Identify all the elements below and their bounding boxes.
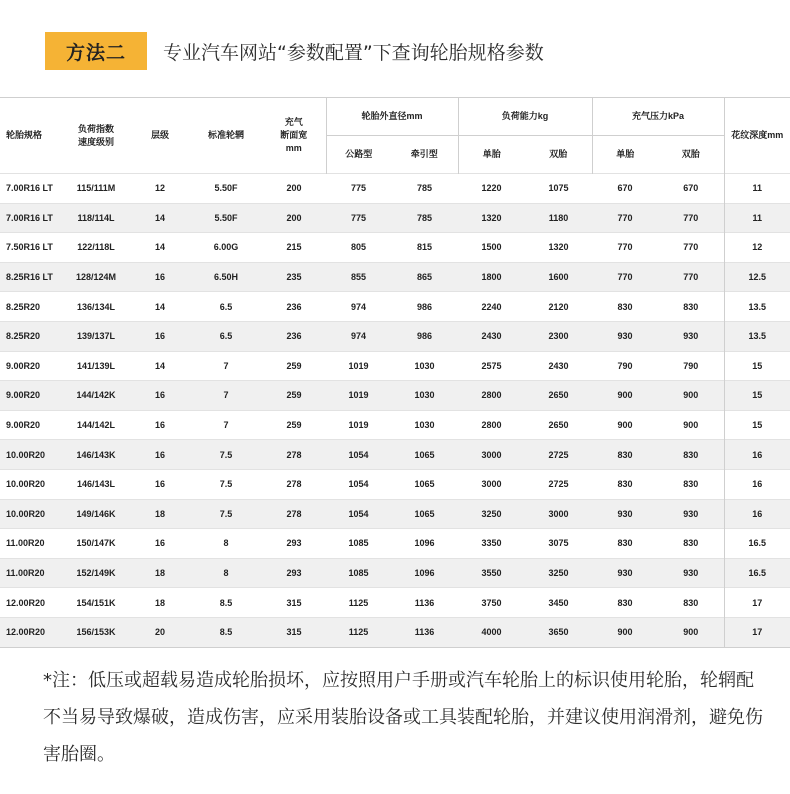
cell-load-single: 3750 — [458, 588, 525, 618]
cell-spec: 12.00R20 — [0, 588, 62, 618]
cell-pressure-single: 900 — [592, 410, 658, 440]
cell-od-road: 855 — [326, 262, 391, 292]
cell-tread: 16.5 — [724, 529, 790, 559]
table-row — [0, 588, 790, 618]
cell-load-single: 1800 — [458, 262, 525, 292]
cell-rim: 8.5 — [190, 617, 262, 647]
cell-od-road: 775 — [326, 203, 391, 233]
cell-ply: 14 — [130, 233, 190, 263]
cell-tread: 17 — [724, 588, 790, 618]
footnote: *注：低压或超载易造成轮胎损坏，应按照用户手册或汽车轮胎上的标识使用轮胎，轮辋配不当易导致爆破，造成伤害，应采用装胎设备或工具装配轮胎，并建议使用润滑剂，避免伤害胎圈。 — [43, 670, 763, 765]
cell-rim: 7.5 — [190, 499, 262, 529]
cell-load-speed: 146/143K — [62, 440, 130, 470]
col-od-traction: 牵引型 — [391, 136, 458, 174]
col-ply: 层级 — [130, 98, 190, 174]
table-row — [0, 351, 790, 381]
cell-load-speed: 154/151K — [62, 588, 130, 618]
cell-load-dual: 2725 — [525, 469, 592, 499]
col-load-speed: 负荷指数 速度级别 — [62, 98, 130, 174]
cell-pressure-dual: 900 — [658, 410, 724, 440]
cell-tread: 11 — [724, 203, 790, 233]
cell-od-traction: 1136 — [391, 617, 458, 647]
cell-ply: 16 — [130, 321, 190, 351]
cell-od-traction: 1136 — [391, 588, 458, 618]
cell-pressure-dual: 930 — [658, 321, 724, 351]
cell-load-speed: 122/118L — [62, 233, 130, 263]
cell-load-speed: 150/147K — [62, 529, 130, 559]
table-row — [0, 529, 790, 559]
cell-pressure-single: 900 — [592, 381, 658, 411]
cell-pressure-dual: 930 — [658, 499, 724, 529]
cell-pressure-single: 830 — [592, 588, 658, 618]
cell-pressure-single: 930 — [592, 321, 658, 351]
col-tread: 花纹深度mm — [724, 98, 790, 174]
cell-pressure-single: 900 — [592, 617, 658, 647]
cell-od-road: 1085 — [326, 558, 391, 588]
cell-od-road: 1054 — [326, 440, 391, 470]
cell-od-road: 1054 — [326, 499, 391, 529]
cell-pressure-dual: 830 — [658, 588, 724, 618]
table-row — [0, 381, 790, 411]
cell-load-speed: 152/149K — [62, 558, 130, 588]
cell-tread: 16.5 — [724, 558, 790, 588]
cell-spec: 7.00R16 LT — [0, 203, 62, 233]
cell-width: 315 — [262, 588, 326, 618]
cell-spec: 8.25R20 — [0, 321, 62, 351]
cell-width: 200 — [262, 174, 326, 204]
cell-spec: 7.50R16 LT — [0, 233, 62, 263]
cell-load-dual: 3000 — [525, 499, 592, 529]
cell-rim: 8 — [190, 529, 262, 559]
table-row — [0, 233, 790, 263]
tire-spec-table — [0, 97, 790, 648]
cell-od-traction: 785 — [391, 174, 458, 204]
cell-ply: 14 — [130, 292, 190, 322]
col-spec: 轮胎规格 — [0, 98, 62, 174]
cell-load-dual: 2300 — [525, 321, 592, 351]
cell-width: 215 — [262, 233, 326, 263]
cell-load-dual: 2650 — [525, 381, 592, 411]
cell-pressure-dual: 670 — [658, 174, 724, 204]
cell-tread: 16 — [724, 469, 790, 499]
table-row — [0, 558, 790, 588]
cell-tread: 15 — [724, 381, 790, 411]
cell-spec: 11.00R20 — [0, 558, 62, 588]
cell-rim: 6.50H — [190, 262, 262, 292]
cell-load-speed: 149/146K — [62, 499, 130, 529]
cell-od-traction: 1096 — [391, 529, 458, 559]
cell-load-speed: 146/143L — [62, 469, 130, 499]
cell-width: 236 — [262, 292, 326, 322]
col-od-road: 公路型 — [326, 136, 391, 174]
cell-spec: 9.00R20 — [0, 410, 62, 440]
cell-od-traction: 986 — [391, 292, 458, 322]
cell-pressure-single: 670 — [592, 174, 658, 204]
cell-pressure-dual: 770 — [658, 233, 724, 263]
cell-pressure-single: 930 — [592, 499, 658, 529]
col-load-dual: 双胎 — [525, 136, 592, 174]
cell-width: 315 — [262, 617, 326, 647]
method-badge: 方法二 — [45, 32, 147, 70]
table-row — [0, 292, 790, 322]
cell-load-dual: 1075 — [525, 174, 592, 204]
cell-load-single: 3250 — [458, 499, 525, 529]
cell-width: 235 — [262, 262, 326, 292]
cell-spec: 10.00R20 — [0, 440, 62, 470]
cell-load-speed: 128/124M — [62, 262, 130, 292]
col-pressure-dual: 双胎 — [658, 136, 724, 174]
cell-spec: 9.00R20 — [0, 351, 62, 381]
cell-load-dual: 3450 — [525, 588, 592, 618]
cell-pressure-dual: 790 — [658, 351, 724, 381]
cell-load-single: 3000 — [458, 440, 525, 470]
cell-ply: 14 — [130, 351, 190, 381]
cell-load-single: 1220 — [458, 174, 525, 204]
cell-ply: 16 — [130, 469, 190, 499]
cell-load-single: 1320 — [458, 203, 525, 233]
cell-load-single: 3350 — [458, 529, 525, 559]
table-row — [0, 469, 790, 499]
cell-width: 278 — [262, 499, 326, 529]
cell-width: 236 — [262, 321, 326, 351]
cell-rim: 7.5 — [190, 440, 262, 470]
col-width: 充气 断面宽 mm — [262, 98, 326, 174]
cell-tread: 15 — [724, 410, 790, 440]
cell-width: 200 — [262, 203, 326, 233]
cell-od-road: 974 — [326, 292, 391, 322]
cell-spec: 8.25R16 LT — [0, 262, 62, 292]
cell-spec: 10.00R20 — [0, 499, 62, 529]
col-pressure-single: 单胎 — [592, 136, 658, 174]
cell-od-road: 974 — [326, 321, 391, 351]
cell-ply: 14 — [130, 203, 190, 233]
cell-od-traction: 1096 — [391, 558, 458, 588]
cell-od-traction: 1065 — [391, 440, 458, 470]
cell-width: 259 — [262, 351, 326, 381]
cell-od-traction: 1065 — [391, 499, 458, 529]
cell-load-single: 2800 — [458, 410, 525, 440]
cell-rim: 7.5 — [190, 469, 262, 499]
cell-ply: 16 — [130, 381, 190, 411]
cell-load-speed: 115/111M — [62, 174, 130, 204]
table-row — [0, 262, 790, 292]
cell-pressure-dual: 830 — [658, 529, 724, 559]
col-rim: 标准轮辋 — [190, 98, 262, 174]
cell-load-speed: 144/142L — [62, 410, 130, 440]
cell-od-road: 1125 — [326, 588, 391, 618]
section-header — [45, 32, 544, 70]
cell-tread: 11 — [724, 174, 790, 204]
cell-load-single: 3550 — [458, 558, 525, 588]
cell-od-road: 1085 — [326, 529, 391, 559]
cell-tread: 15 — [724, 351, 790, 381]
cell-pressure-dual: 770 — [658, 262, 724, 292]
cell-pressure-dual: 900 — [658, 617, 724, 647]
cell-load-single: 2800 — [458, 381, 525, 411]
cell-rim: 8.5 — [190, 588, 262, 618]
cell-load-single: 4000 — [458, 617, 525, 647]
cell-od-traction: 1065 — [391, 469, 458, 499]
cell-od-traction: 986 — [391, 321, 458, 351]
cell-pressure-single: 770 — [592, 262, 658, 292]
cell-load-single: 3000 — [458, 469, 525, 499]
cell-load-speed: 156/153K — [62, 617, 130, 647]
cell-rim: 6.00G — [190, 233, 262, 263]
table-row — [0, 321, 790, 351]
cell-od-road: 1125 — [326, 617, 391, 647]
cell-ply: 18 — [130, 558, 190, 588]
cell-tread: 12 — [724, 233, 790, 263]
cell-ply: 16 — [130, 440, 190, 470]
cell-rim: 8 — [190, 558, 262, 588]
cell-spec: 12.00R20 — [0, 617, 62, 647]
cell-spec: 8.25R20 — [0, 292, 62, 322]
cell-spec: 11.00R20 — [0, 529, 62, 559]
table-row — [0, 440, 790, 470]
cell-od-road: 1054 — [326, 469, 391, 499]
cell-load-speed: 139/137L — [62, 321, 130, 351]
table-body — [0, 174, 790, 648]
cell-load-dual: 2650 — [525, 410, 592, 440]
cell-load-speed: 141/139L — [62, 351, 130, 381]
cell-pressure-dual: 830 — [658, 292, 724, 322]
cell-rim: 5.50F — [190, 174, 262, 204]
col-group-od: 轮胎外直径mm — [326, 98, 458, 136]
cell-load-dual: 1320 — [525, 233, 592, 263]
cell-tread: 12.5 — [724, 262, 790, 292]
cell-load-dual: 3250 — [525, 558, 592, 588]
cell-ply: 16 — [130, 262, 190, 292]
cell-rim: 6.5 — [190, 292, 262, 322]
cell-width: 259 — [262, 381, 326, 411]
cell-load-single: 2430 — [458, 321, 525, 351]
cell-rim: 7 — [190, 410, 262, 440]
cell-od-traction: 1030 — [391, 351, 458, 381]
col-group-pressure: 充气压力kPa — [592, 98, 724, 136]
cell-rim: 6.5 — [190, 321, 262, 351]
cell-pressure-single: 830 — [592, 440, 658, 470]
cell-pressure-dual: 830 — [658, 469, 724, 499]
cell-load-dual: 2120 — [525, 292, 592, 322]
cell-load-speed: 118/114L — [62, 203, 130, 233]
cell-rim: 7 — [190, 381, 262, 411]
table-row — [0, 203, 790, 233]
cell-load-dual: 3650 — [525, 617, 592, 647]
cell-pressure-single: 930 — [592, 558, 658, 588]
section-title: 专业汽车网站“参数配置”下查询轮胎规格参数 — [163, 41, 544, 64]
cell-pressure-single: 770 — [592, 233, 658, 263]
cell-ply: 18 — [130, 499, 190, 529]
cell-od-traction: 785 — [391, 203, 458, 233]
cell-pressure-single: 830 — [592, 292, 658, 322]
cell-load-dual: 2725 — [525, 440, 592, 470]
col-group-load: 负荷能力kg — [458, 98, 592, 136]
cell-pressure-dual: 830 — [658, 440, 724, 470]
cell-pressure-dual: 770 — [658, 203, 724, 233]
cell-pressure-dual: 930 — [658, 558, 724, 588]
cell-ply: 12 — [130, 174, 190, 204]
cell-width: 293 — [262, 558, 326, 588]
table-row — [0, 174, 790, 204]
cell-tread: 16 — [724, 440, 790, 470]
cell-tread: 16 — [724, 499, 790, 529]
cell-spec: 9.00R20 — [0, 381, 62, 411]
cell-load-dual: 1600 — [525, 262, 592, 292]
cell-od-road: 805 — [326, 233, 391, 263]
cell-od-road: 775 — [326, 174, 391, 204]
cell-spec: 7.00R16 LT — [0, 174, 62, 204]
cell-ply: 16 — [130, 529, 190, 559]
cell-od-road: 1019 — [326, 381, 391, 411]
col-load-single: 单胎 — [458, 136, 525, 174]
cell-od-road: 1019 — [326, 410, 391, 440]
cell-load-dual: 2430 — [525, 351, 592, 381]
cell-load-speed: 136/134L — [62, 292, 130, 322]
cell-pressure-single: 830 — [592, 529, 658, 559]
cell-rim: 5.50F — [190, 203, 262, 233]
table-row — [0, 617, 790, 647]
cell-load-single: 2240 — [458, 292, 525, 322]
cell-od-road: 1019 — [326, 351, 391, 381]
cell-width: 278 — [262, 469, 326, 499]
cell-tread: 13.5 — [724, 292, 790, 322]
cell-load-single: 2575 — [458, 351, 525, 381]
cell-spec: 10.00R20 — [0, 469, 62, 499]
cell-load-single: 1500 — [458, 233, 525, 263]
cell-pressure-single: 770 — [592, 203, 658, 233]
cell-pressure-single: 830 — [592, 469, 658, 499]
cell-od-traction: 1030 — [391, 410, 458, 440]
cell-tread: 17 — [724, 617, 790, 647]
cell-ply: 16 — [130, 410, 190, 440]
cell-width: 259 — [262, 410, 326, 440]
cell-od-traction: 865 — [391, 262, 458, 292]
cell-od-traction: 815 — [391, 233, 458, 263]
cell-width: 278 — [262, 440, 326, 470]
cell-ply: 20 — [130, 617, 190, 647]
cell-pressure-dual: 900 — [658, 381, 724, 411]
table-row — [0, 499, 790, 529]
table-row — [0, 410, 790, 440]
cell-od-traction: 1030 — [391, 381, 458, 411]
cell-width: 293 — [262, 529, 326, 559]
cell-ply: 18 — [130, 588, 190, 618]
cell-rim: 7 — [190, 351, 262, 381]
cell-load-dual: 3075 — [525, 529, 592, 559]
cell-tread: 13.5 — [724, 321, 790, 351]
cell-pressure-single: 790 — [592, 351, 658, 381]
cell-load-dual: 1180 — [525, 203, 592, 233]
cell-load-speed: 144/142K — [62, 381, 130, 411]
